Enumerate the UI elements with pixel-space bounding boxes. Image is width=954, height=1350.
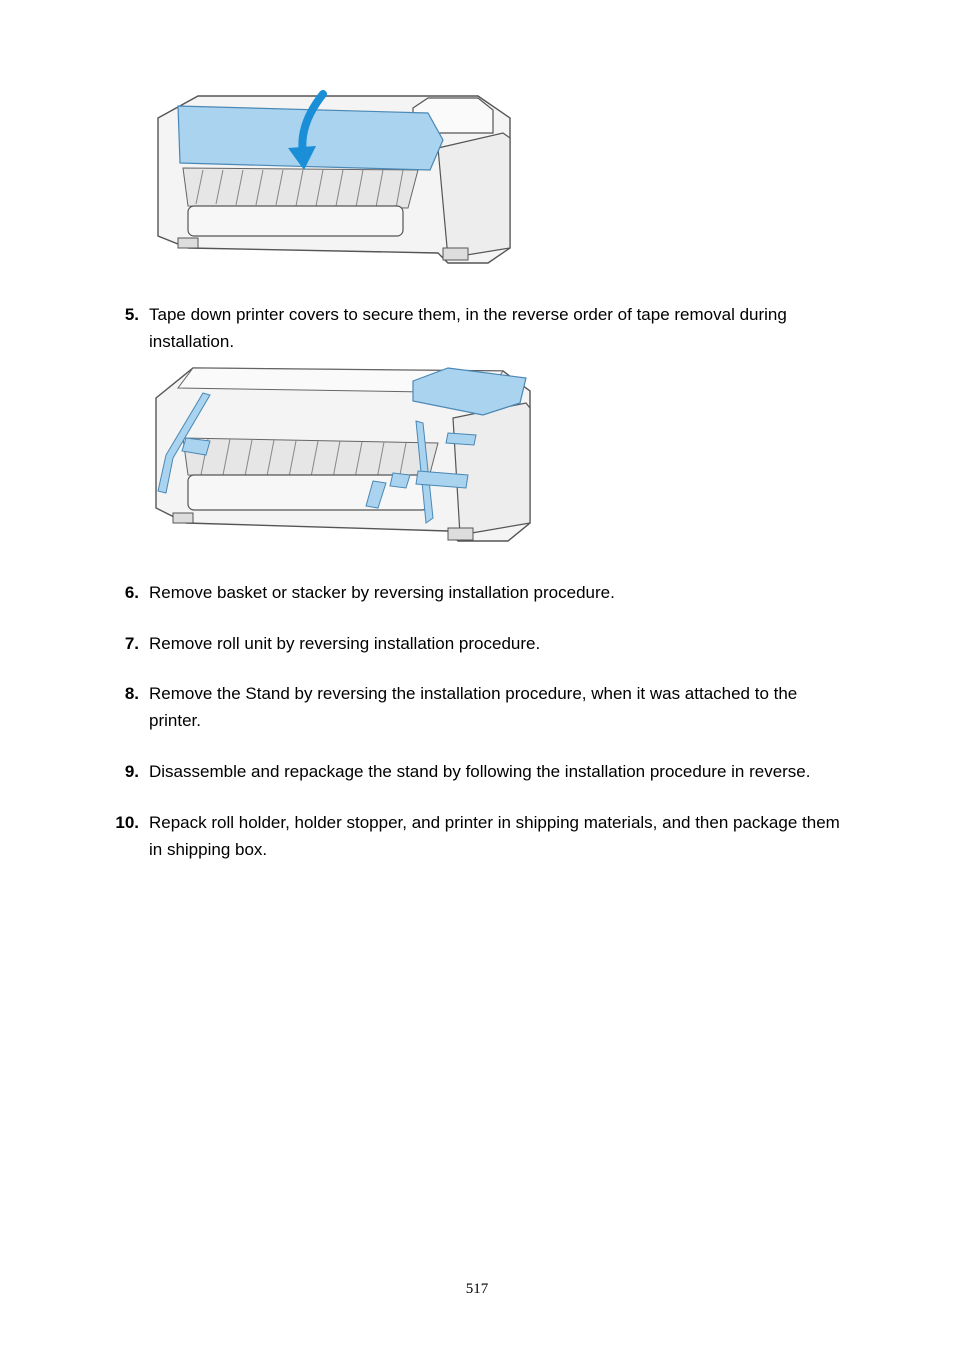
figure-close-top-cover [148, 88, 518, 268]
step-text: Remove roll unit by reversing installation procedure. [149, 634, 541, 653]
step-text: Tape down printer covers to secure them, in the reverse order of tape removal during installation. [149, 305, 787, 351]
printer-illustration-tape [148, 363, 538, 545]
step-number: 10. [115, 813, 139, 832]
step-number: 7. [124, 634, 139, 653]
step-text: Disassemble and repackage the stand by following the installation procedure in reverse. [149, 762, 811, 781]
step-text: Remove the Stand by reversing the installation procedure, when it was attached to the printer. [149, 684, 798, 730]
step-number: 8. [124, 684, 139, 703]
page-number: 517 [465, 1281, 489, 1297]
figure-tape-covers [148, 363, 538, 545]
step-number: 9. [124, 762, 139, 781]
step-number: 5. [124, 305, 139, 324]
step-number: 6. [124, 583, 139, 602]
printer-illustration-cover [148, 88, 518, 268]
step-text: Repack roll holder, holder stopper, and printer in shipping materials, and then package them in shipping box. [149, 813, 840, 859]
step-text: Remove basket or stacker by reversing installation procedure. [149, 583, 615, 602]
